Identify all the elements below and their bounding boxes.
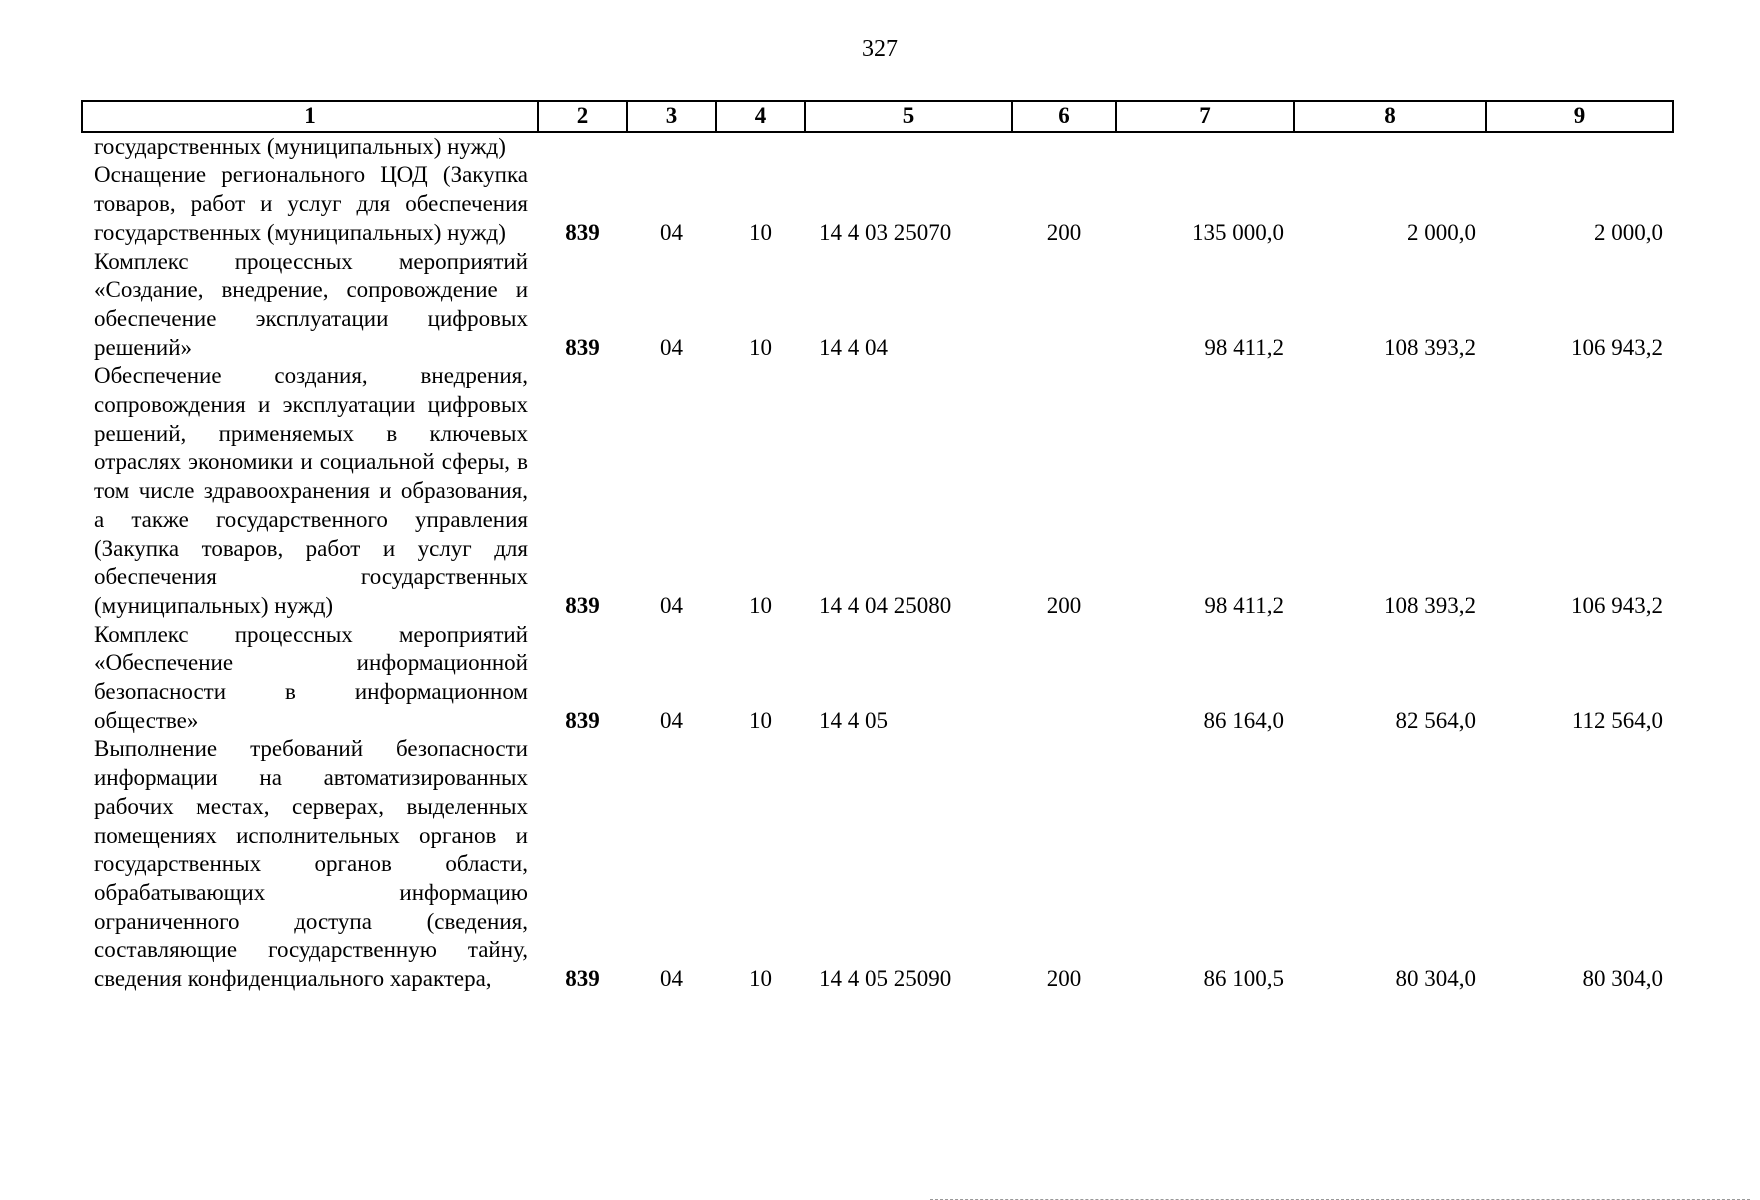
amount-col-9: 112 564,0	[1571, 707, 1663, 733]
section-code: 04	[660, 334, 683, 360]
ministry-code: 839	[565, 707, 600, 733]
target-article-code	[805, 132, 1012, 162]
table-row	[82, 132, 1673, 162]
subsection-code: 10	[749, 592, 772, 618]
subsection-code: 10	[749, 334, 772, 360]
amount-col-9: 106 943,2	[1571, 334, 1663, 360]
row-description: государственных (муниципальных) нужд)	[94, 133, 506, 159]
subsection-code: 10	[749, 219, 772, 245]
ministry-code: 839	[565, 966, 600, 992]
column-header-8: 8	[1294, 101, 1486, 132]
amount-col-9: 2 000,0	[1594, 219, 1663, 245]
amount-col-8: 80 304,0	[1395, 966, 1476, 992]
table-row	[82, 735, 1673, 993]
row-description: Выполнение требований безопасности информации на автоматизированных рабочих местах, серверах, выделенных помещениях исполнительных органов и государственных органов области, обрабатывающих информацию ограниченного доступа (сведения, составляющие государственную тайну, сведения конфиденциального характера,	[94, 736, 528, 992]
ministry-code: 839	[565, 219, 600, 245]
column-header-5: 5	[805, 101, 1012, 132]
section-code: 04	[660, 966, 683, 992]
expense-type-code	[1012, 248, 1116, 363]
page-number: 327	[862, 36, 898, 62]
amount-col-7: 86 164,0	[1203, 707, 1284, 733]
expense-type-code: 200	[1046, 966, 1082, 992]
expense-type-code: 200	[1046, 592, 1082, 618]
section-code: 04	[660, 219, 683, 245]
amount-col-8	[1294, 132, 1486, 162]
column-header-6: 6	[1012, 101, 1116, 132]
target-article-code: 14 4 04 25080	[819, 592, 952, 618]
target-article-code: 14 4 05 25090	[819, 966, 952, 992]
amount-col-8: 82 564,0	[1395, 707, 1476, 733]
ministry-code: 839	[565, 592, 600, 618]
amount-col-7: 86 100,5	[1203, 966, 1284, 992]
table-row	[82, 161, 1673, 247]
table-header	[82, 101, 1673, 132]
row-description: Оснащение регионального ЦОД (Закупка товаров, работ и услуг для обеспечения государственных (муниципальных) нужд)	[94, 162, 528, 245]
amount-col-7: 98 411,2	[1204, 334, 1284, 360]
row-description: Комплекс процессных мероприятий «Обеспечение информационной безопасности в информационном обществе»	[94, 621, 528, 733]
row-description: Комплекс процессных мероприятий «Создание, внедрение, сопровождение и обеспечение эксплуатации цифровых решений»	[94, 248, 528, 360]
row-description: Обеспечение создания, внедрения, сопровождения и эксплуатации цифровых решений, применяемых в ключевых отраслях экономики и социальной сферы, в том числе здравоохранения и образования, а также государственного управления (Закупка товаров, работ и услуг для обеспечения государственных (муниципальных) нужд)	[94, 363, 528, 618]
section-code	[627, 132, 716, 162]
amount-col-7	[1116, 132, 1294, 162]
target-article-code: 14 4 04	[819, 334, 888, 360]
expense-type-code	[1012, 621, 1116, 736]
column-header-2: 2	[538, 101, 627, 132]
expense-type-code: 200	[1046, 219, 1082, 245]
column-header-7: 7	[1116, 101, 1294, 132]
amount-col-8: 2 000,0	[1407, 219, 1476, 245]
table-row	[82, 362, 1673, 620]
expense-type-code	[1012, 132, 1116, 162]
section-code: 04	[660, 707, 683, 733]
column-header-3: 3	[627, 101, 716, 132]
amount-col-9: 80 304,0	[1582, 966, 1663, 992]
column-header-1: 1	[82, 101, 538, 132]
section-code: 04	[660, 592, 683, 618]
amount-col-9: 106 943,2	[1571, 592, 1663, 618]
table-row	[82, 621, 1673, 736]
subsection-code: 10	[749, 707, 772, 733]
column-header-4: 4	[716, 101, 805, 132]
ministry-code: 839	[565, 334, 600, 360]
table-body	[82, 132, 1673, 994]
table-row	[82, 248, 1673, 363]
amount-col-8: 108 393,2	[1384, 592, 1476, 618]
amount-col-9	[1486, 132, 1673, 162]
subsection-code	[716, 132, 805, 162]
budget-table	[81, 100, 1674, 994]
amount-col-7: 135 000,0	[1192, 219, 1284, 245]
ministry-code	[538, 132, 627, 162]
subsection-code: 10	[749, 966, 772, 992]
target-article-code: 14 4 03 25070	[819, 219, 952, 245]
amount-col-7: 98 411,2	[1204, 592, 1284, 618]
amount-col-8: 108 393,2	[1384, 334, 1476, 360]
column-header-9: 9	[1486, 101, 1673, 132]
target-article-code: 14 4 05	[819, 707, 888, 733]
